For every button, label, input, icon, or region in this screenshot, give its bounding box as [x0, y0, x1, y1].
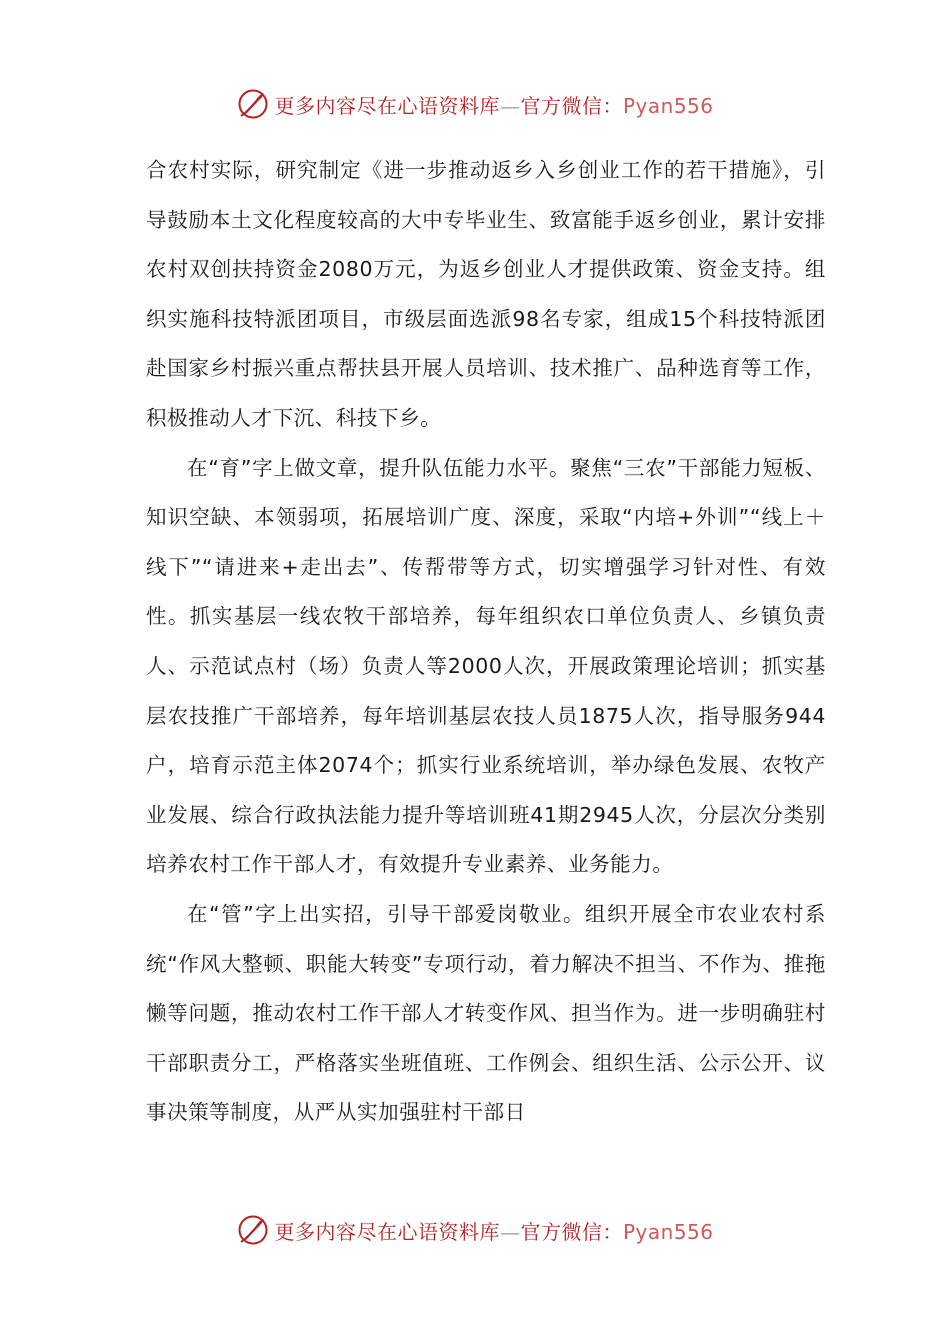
watermark-wechat-id: Pyan556	[622, 1219, 714, 1244]
watermark-text	[274, 1216, 713, 1245]
watermark-site: 更多内容尽在心语资料库	[274, 93, 500, 118]
watermark-separator: —	[499, 1219, 521, 1244]
paragraph-3: 在“管”字上出实招，引导干部爱岗敬业。组织开展全市农业农村系统“作风大整顿、职能大转变”专项行动，着力解决不担当、不作为、推拖懒等问题，推动农村工作干部人才转变作风、担当作为。进一步明确驻村干部职责分工，严格落实坐班值班、工作例会、组织生活、公示公开、议事决策等制度，从严从实加强驻村干部日	[146, 901, 826, 1125]
document-body	[146, 146, 826, 1138]
watermark-site: 更多内容尽在心语资料库	[274, 1219, 500, 1244]
paragraph-1: 合农村实际，研究制定《进一步推动返乡入乡创业工作的若干措施》，引导鼓励本土文化程度较高的大中专毕业生、致富能手返乡创业，累计安排农村双创扶持资金2080万元，为返乡创业人才提供政策、资金支持。组织实施科技特派团项目，市级层面选派98名专家，组成15个科技特派团赴国家乡村振兴重点帮扶县开展人员培训、技术推广、品种选育等工作，积极推动人才下沉、科技下乡。	[146, 158, 826, 430]
quill-pen-logo-icon	[236, 87, 270, 121]
watermark-separator: —	[499, 93, 521, 118]
watermark-text	[274, 90, 713, 119]
watermark-wechat-label: 官方微信：	[520, 1219, 623, 1244]
footer-watermark	[0, 1210, 950, 1250]
quill-pen-logo-icon	[236, 1213, 270, 1247]
watermark-wechat-label: 官方微信：	[520, 93, 623, 118]
paragraph-2: 在“育”字上做文章，提升队伍能力水平。聚焦“三农”干部能力短板、知识空缺、本领弱项，拓展培训广度、深度，采取“内培+外训”“线上＋线下”“请进来+走出去”、传帮带等方式，切实增强学习针对性、有效性。抓实基层一线农牧干部培养，每年组织农口单位负责人、乡镇负责人、示范试点村（场）负责人等2000人次，开展政策理论培训；抓实基层农技推广干部培养，每年培训基层农技人员1875人次，指导服务944户，培育示范主体2074个；抓实行业系统培训，举办绿色发展、农牧产业发展、综合行政执法能力提升等培训班41期2945人次，分层次分类别培养农村工作干部人才，有效提升专业素养、业务能力。	[146, 455, 826, 877]
header-watermark	[0, 84, 950, 124]
watermark-wechat-id: Pyan556	[622, 93, 714, 118]
